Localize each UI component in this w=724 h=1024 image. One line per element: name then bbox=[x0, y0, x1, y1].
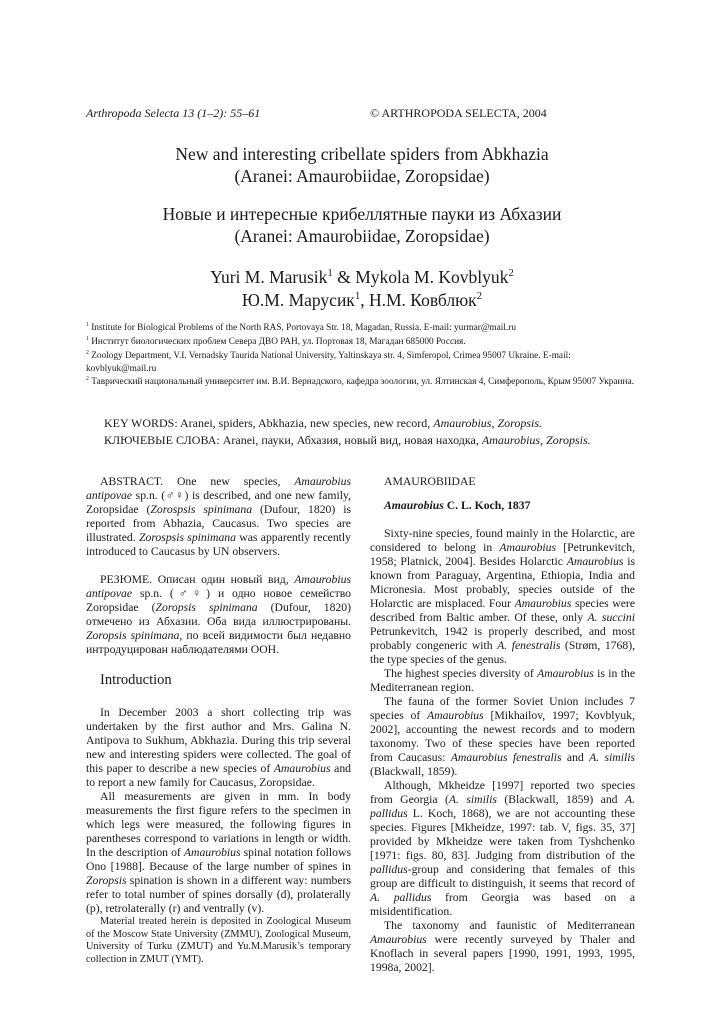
intro-paragraph-1: In December 2003 a short collecting trip was undertaken by the first author and Mrs. Galina N. Antipova to Sukhum, Abkhazia. During this trip several new and interesting spiders were collected. The goal of this paper to describe a new species of Amaurobius and to report a new family for Caucasus, Zoropsidae. bbox=[86, 706, 352, 789]
intro-paragraph-3: Material treated herein is deposited in Zoological Museum of the Moscow State University (ZMMU), Zoological Museum, University of Turku (ZMUT) and Yu.M.Marusik’s temporary collection in ZMUT (YMT). bbox=[86, 916, 351, 965]
author-1-affiliation-ru: 1 bbox=[354, 290, 361, 303]
authors-russian bbox=[86, 289, 638, 311]
author-1-name: Yuri M. Marusik bbox=[210, 267, 328, 287]
author-2-name: Mykola M. Kovblyuk bbox=[355, 267, 509, 287]
abstract-russian: РЕЗЮМЕ. Описан один новый вид, Amaurobius antipovae sp.n. (♂♀) и одно новое семейство Zoropsidae (Zoropsis spinimana (Dufour, 1820) отмечено из Абхазии. Оба вида иллюстрированы. Zoropsis spinimana, по всей видимости был недавно интродуцирован наблюдателями ООН. bbox=[86, 573, 352, 656]
genus-paragraph-2: The highest species diversity of Amaurobius is in the Mediterranean region. bbox=[370, 667, 636, 694]
genus-paragraph-1: Sixty-nine species, found mainly in the Holarctic, are considered to belong in Amaurobius [Petrunkevitch, 1958; Platnick, 2004]. Besides Holarctic Amaurobius is known from Paraguay, Argentina, Ethiopia, India and Micronesia. Most probably, species outside of the Holarctic are misplaced. Four Amaurobius species were described from Baltic amber. Of these, only A. succini Petrunkevitch, 1942 is properly described, and most probably congeneric with A. fenestralis (Strøm, 1768), the type species of the genus. bbox=[370, 527, 636, 666]
key-words-english: KEY WORDS: Aranei, spiders, Abkhazia, new species, new record, Amaurobius, Zoropsis. bbox=[104, 416, 543, 430]
genus-heading: Amaurobius C. L. Koch, 1837 bbox=[384, 499, 531, 512]
affiliation-1-ru: $^1$ Институт биологических проблем Севера ДВО РАН, ул. Портовая 18, Магадан 685000 Россия. bbox=[86, 335, 466, 347]
author-1-name-ru: Ю.М. Марусик bbox=[241, 290, 355, 310]
author-2-affiliation: 2 bbox=[508, 267, 514, 280]
english-title-line-1: New and interesting cribellate spiders from Abkhazia bbox=[175, 144, 549, 164]
key-words-russian: КЛЮЧЕВЫЕ СЛОВА: Aranei, пауки, Абхазия, новый вид, новая находка, Amaurobius, Zoropsis. bbox=[104, 433, 591, 447]
author-1-affiliation: 1 bbox=[327, 267, 333, 280]
affiliation-2: $^2$ Zoology Department, V.I. Vernadsky Taurida National University, Yaltinskaya str. 4, Simferopol, Crimea 95007 Ukraine. E-mail: kovblyuk@mail.ru bbox=[86, 349, 571, 374]
intro-paragraph-2: All measurements are given in mm. In body measurements the first figure refers to the specimen in which legs were measured, the following figures in parentheses correspond to variations in length or width. In the description of Amaurobius spinal notation follows Ono [1988]. Because of the large number of spines in Zoropsis spination is shown in a different way: numbers refer to total number of spines dorsally (d), prolaterally (p), retrolaterally (r) and ventrally (v). bbox=[86, 790, 352, 915]
genus-paragraph-3: The fauna of the former Soviet Union includes 7 species of Amaurobius [Mikhailov, 1997; Kovblyuk, 2002], accounting the newest records and to modern taxonomy. Two of these species have been reported from Caucasus: Amaurobius fenestralis and A. similis (Blackwall, 1859). bbox=[370, 695, 636, 778]
copyright-notice: © ARTHROPODA SELECTA, 2004 bbox=[370, 106, 547, 120]
english-title bbox=[86, 143, 638, 187]
genus-paragraph-4: Although, Mkheidze [1997] reported two species from Georgia (A. similis (Blackwall, 1859) and A. pallidus L. Koch, 1868), we are not accounting these species. Figures [Mkheidze, 1997: tab. V, figs. 35, 37] provided by Mkheidze were taken from Tyshchenko [1971: figs. 80, 83]. Judging from distribution of the pallidus-group and considering that females of this group are difficult to distinguish, it seems that record of A. pallidus from Georgia was based on a misidentification. bbox=[370, 779, 636, 918]
russian-title-line-2: (Aranei: Amaurobiidae, Zoropsidae) bbox=[234, 226, 490, 246]
right-column bbox=[370, 475, 635, 975]
affiliation-1: $^1$ Institute for Biological Problems of the North RAS, Portovaya Str. 18, Magadan, Russia. E-mail: yurmar@mail.ru bbox=[86, 321, 516, 333]
journal-citation: Arthropoda Selecta 13 (1–2): 55–61 bbox=[86, 106, 261, 120]
russian-title bbox=[86, 203, 638, 247]
russian-title-line-1: Новые и интересные крибеллятные пауки из Абхазии bbox=[162, 204, 562, 224]
affiliation-2-ru: $^2$ Таврический национальный университет им. В.И. Вернадского, кафедра зоологии, ул. Ялтинская 4, Симферополь, Крым 95007 Украина. bbox=[86, 375, 634, 387]
english-title-line-2: (Aranei: Amaurobiidae, Zoropsidae) bbox=[234, 166, 490, 186]
left-column bbox=[86, 475, 351, 966]
introduction-heading: Introduction bbox=[100, 672, 172, 688]
author-separator: & bbox=[337, 267, 351, 287]
family-heading: AMAUROBIIDAE bbox=[384, 475, 476, 488]
author-comma: , bbox=[360, 290, 365, 310]
genus-paragraph-5: The taxonomy and faunistic of Mediterranean Amaurobius were recently surveyed by Thaler and Knoflach in several papers [1990, 1991, 1993, 1995, 1998a, 2002]. bbox=[370, 919, 636, 974]
author-2-name-ru: Н.М. Ковблюк bbox=[368, 290, 477, 310]
abstract-english: ABSTRACT. One new species, Amaurobius antipovae sp.n. (♂♀) is described, and one new family, Zoropsidae (Zorospsis spinimana (Dufour, 1820) is reported from Abhazia, Caucasus. Two species are illustrated. Zorospsis spinimana was apparently recently introduced to Caucasus by UN observers. bbox=[86, 475, 352, 558]
author-2-affiliation-ru: 2 bbox=[476, 290, 483, 303]
authors-english bbox=[86, 266, 638, 288]
